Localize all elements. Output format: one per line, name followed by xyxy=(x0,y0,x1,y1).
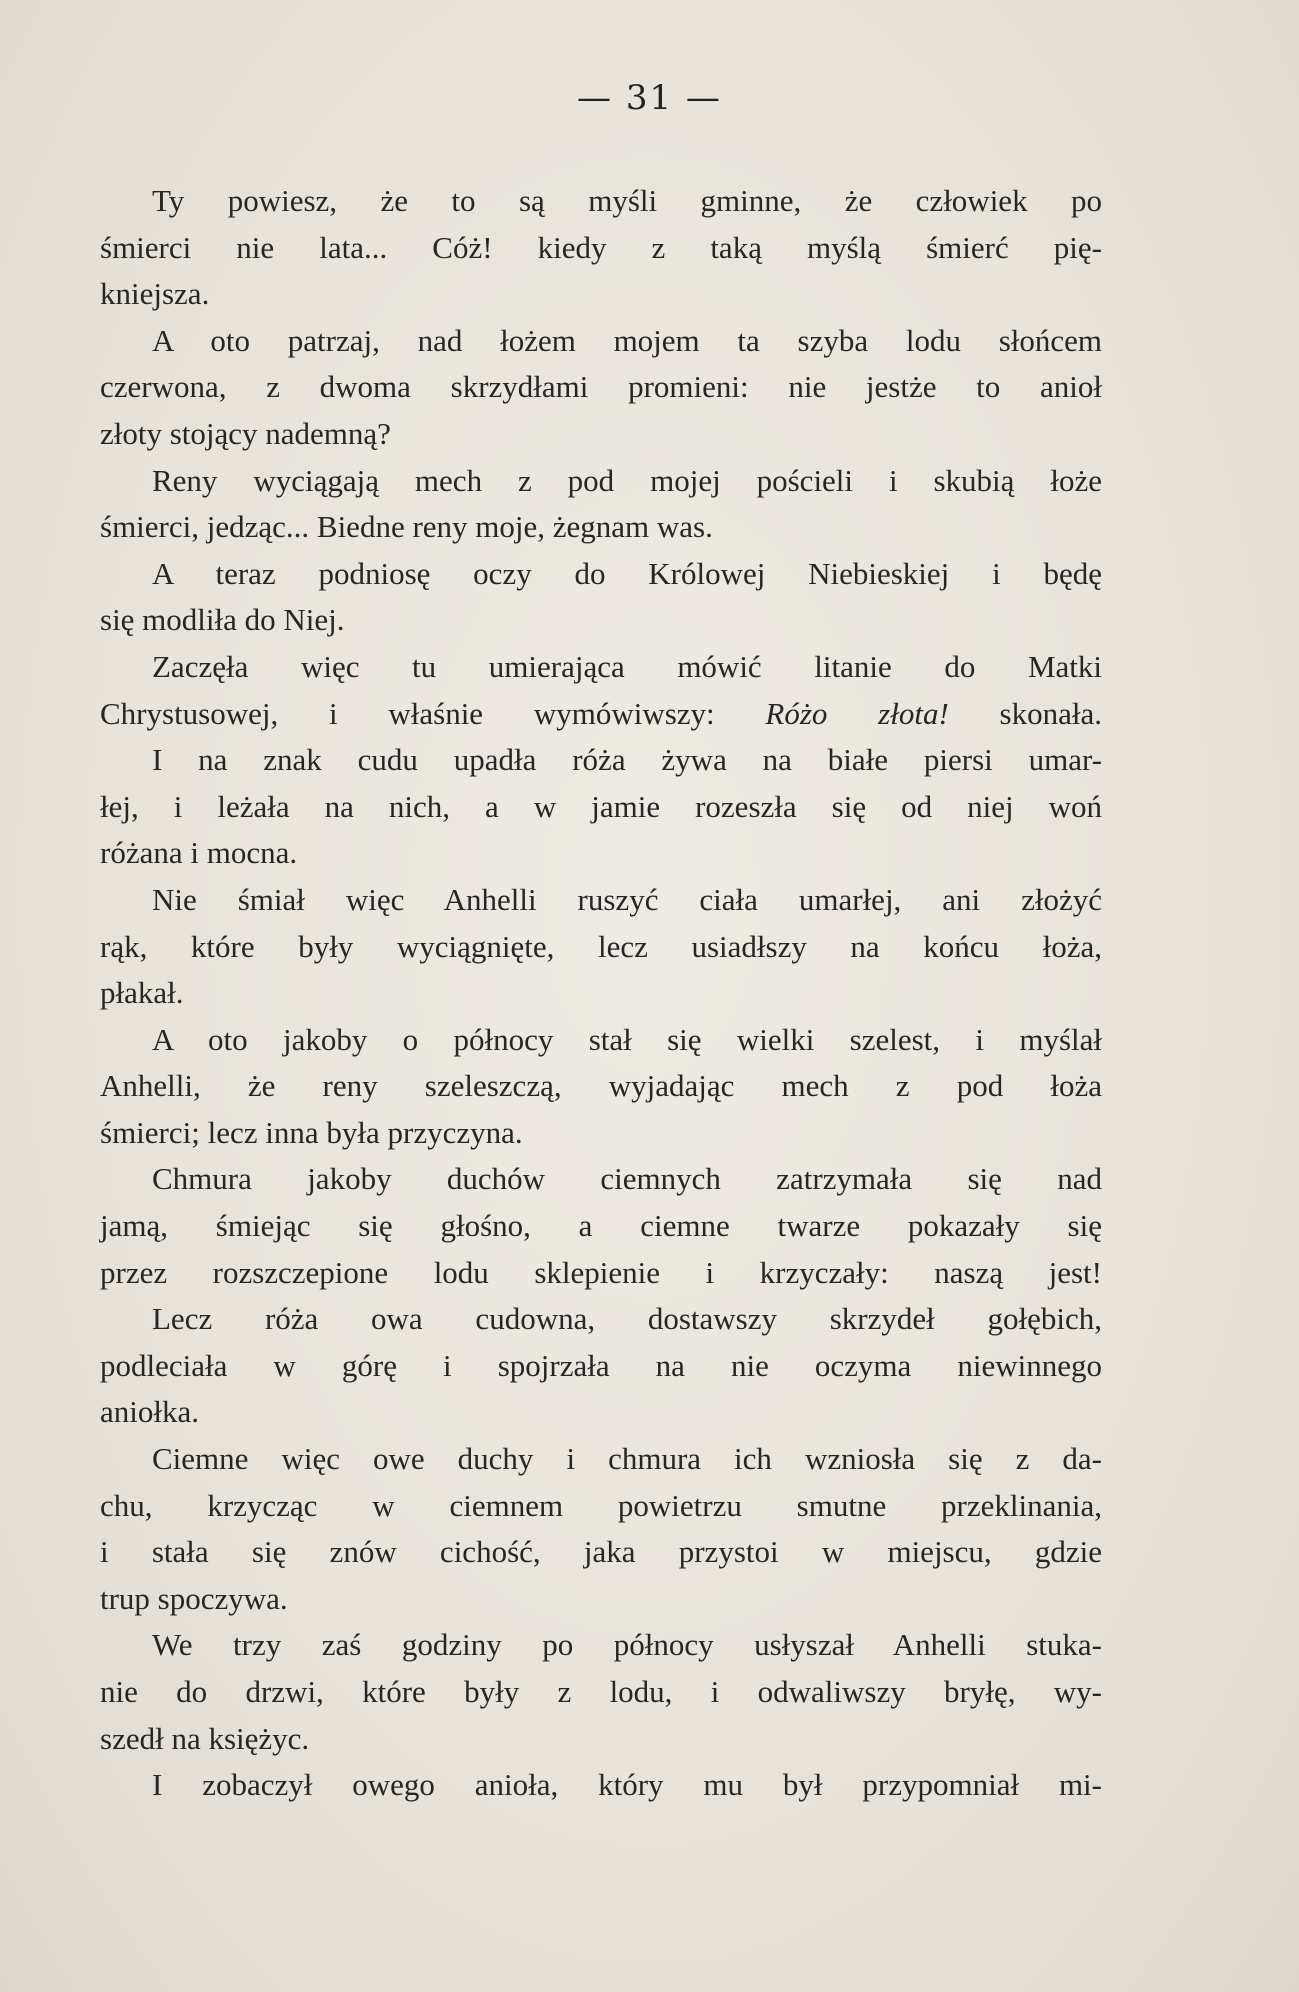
text-line: czerwona, z dwoma skrzydłami promieni: nie jestże to anioł xyxy=(100,369,1102,405)
text-line: Reny wyciągają mech z pod mojej pościeli i skubią łoże xyxy=(152,462,1102,498)
text-line: I na znak cudu upadła róża żywa na białe piersi umar- xyxy=(152,742,1102,778)
text-body xyxy=(100,178,1102,1809)
text-line: różana i mocna. xyxy=(100,835,298,871)
text-line xyxy=(100,691,1102,738)
text-line: rąk, które były wyciągnięte, lecz usiadłszy na końcu łoża, xyxy=(100,928,1102,964)
text-line: A oto patrzaj, nad łożem mojem ta szyba lodu słońcem xyxy=(152,322,1102,358)
page-number: — 31 — xyxy=(577,78,722,118)
text-line: Chmura jakoby duchów ciemnych zatrzymała się nad xyxy=(152,1161,1102,1197)
text-line: złoty stojący nademną? xyxy=(100,415,391,451)
text-line: szedł na księżyc. xyxy=(100,1720,310,1756)
text-line: aniołka. xyxy=(100,1394,199,1430)
text-segment: Chrystusowej, i właśnie wymówiwszy: xyxy=(100,695,766,731)
text-line: nie do drzwi, które były z lodu, i odwaliwszy bryłę, wy- xyxy=(100,1674,1102,1709)
text-line: łej, i leżała na nich, a w jamie rozeszła się od niej woń xyxy=(100,788,1102,824)
text-line: kniejsza. xyxy=(100,276,210,312)
text-line: Anhelli, że reny szeleszczą, wyjadając mech z pod łoża xyxy=(100,1068,1102,1104)
text-segment: skonała. xyxy=(948,695,1102,731)
text-line: chu, krzycząc w ciemnem powietrzu smutne przeklinania, xyxy=(100,1487,1102,1523)
text-line: A teraz podniosę oczy do Królowej Niebieskiej i będę xyxy=(152,555,1102,591)
text-line: płakał. xyxy=(100,975,184,1011)
text-line: trup spoczywa. xyxy=(100,1580,288,1616)
text-line: śmierci nie lata... Cóż! kiedy z taką myślą śmierć pię- xyxy=(100,229,1102,265)
italic-phrase: Różo złota! xyxy=(765,695,949,731)
text-line: Zaczęła więc tu umierająca mówić litanie do Matki xyxy=(152,648,1102,684)
text-line: I zobaczył owego anioła, który mu był przypomniał mi- xyxy=(152,1767,1102,1803)
text-line: Lecz róża owa cudowna, dostawszy skrzydeł gołębich, xyxy=(152,1301,1102,1337)
text-line: śmierci; lecz inna była przyczyna. xyxy=(100,1114,523,1150)
text-line: podleciała w górę i spojrzała na nie oczyma niewinnego xyxy=(100,1347,1102,1383)
text-line: się modliła do Niej. xyxy=(100,602,345,638)
text-line: Ciemne więc owe duchy i chmura ich wzniosła się z da- xyxy=(152,1441,1102,1477)
text-line: We trzy zaś godziny po północy usłyszał Anhelli stuka- xyxy=(152,1627,1102,1663)
text-line: A oto jakoby o północy stał się wielki szelest, i myślał xyxy=(152,1021,1102,1057)
text-line: jamą, śmiejąc się głośno, a ciemne twarze pokazały się xyxy=(100,1208,1102,1244)
text-line: śmierci, jedząc... Biedne reny moje, żegnam was. xyxy=(100,509,713,545)
text-line: i stała się znów cichość, jaka przystoi w miejscu, gdzie xyxy=(100,1534,1102,1570)
text-line: przez rozszczepione lodu sklepienie i krzyczały: naszą jest! xyxy=(100,1254,1102,1290)
text-line: Nie śmiał więc Anhelli ruszyć ciała umarłej, ani złożyć xyxy=(152,881,1102,917)
text-line: Ty powiesz, że to są myśli gminne, że człowiek po xyxy=(152,183,1102,218)
